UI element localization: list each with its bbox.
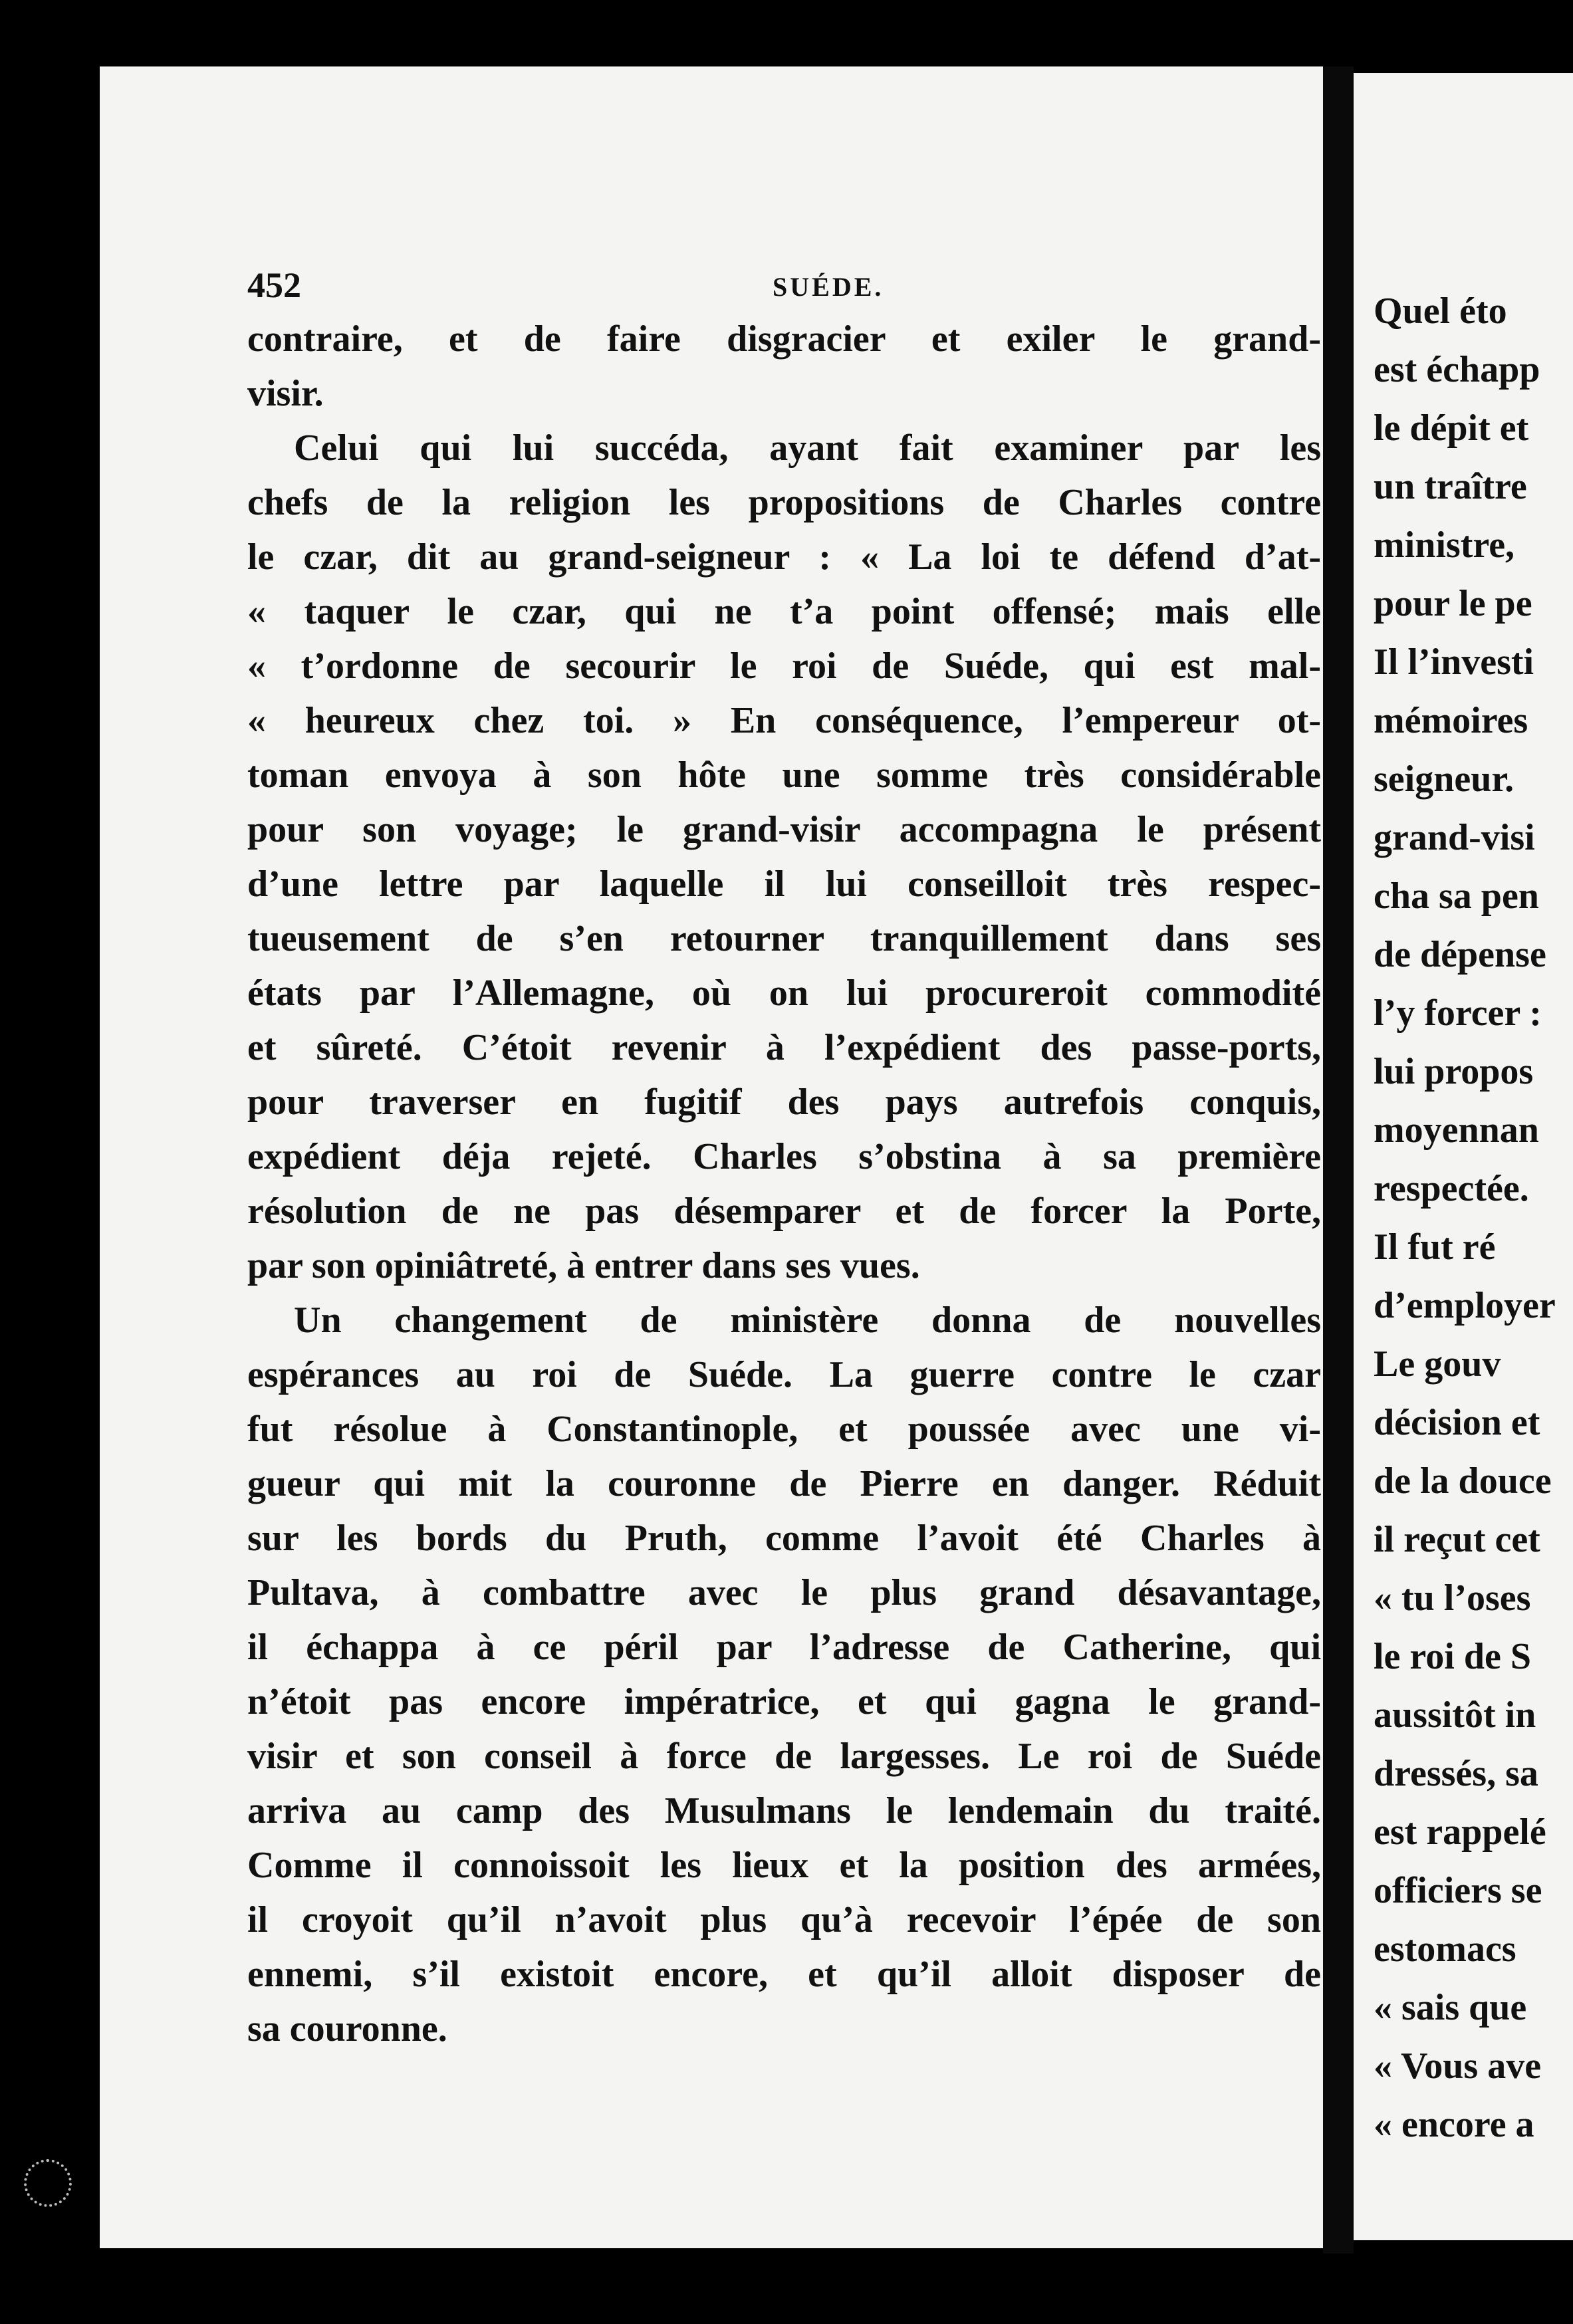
right-line: « sais que [1374,1987,1527,2028]
text-line: sa couronne. [247,2008,447,2049]
text-line: et sûreté. C’étoit revenir à l’expédient des passe-ports, [247,1027,1321,1068]
text-line: expédient déja rejeté. Charles s’obstina à sa première [247,1136,1321,1177]
right-line: d’employer [1374,1285,1556,1326]
right-line: lui propos [1374,1051,1534,1092]
right-line: officiers se [1374,1870,1542,1911]
right-line: seigneur. [1374,758,1514,800]
right-line: un traître [1374,466,1527,507]
right-line: Quel éto [1374,290,1507,332]
text-line: chefs de la religion les propositions de Charles contre [247,482,1321,523]
text-line: pour traverser en fugitif des pays autrefois conquis, [247,1082,1321,1123]
text-line: Un changement de ministère donna de nouvelles [294,1300,1321,1341]
text-line: arriva au camp des Musulmans le lendemain du traité. [247,1790,1321,1831]
left-page-text [247,312,1321,2049]
text-line: n’étoit pas encore impératrice, et qui gagna le grand- [247,1681,1321,1722]
page-header [247,265,1298,311]
right-line: il reçut cet [1374,1519,1540,1560]
page-number: 452 [247,265,301,305]
right-book-page [1354,73,1573,2240]
text-line: il échappa à ce péril par l’adresse de Catherine, qui [247,1627,1321,1668]
right-line: est échapp [1374,349,1540,390]
text-line: Pultava, à combattre avec le plus grand désavantage, [247,1572,1321,1613]
right-line: Le gouv [1374,1343,1501,1385]
right-line: de dépense [1374,934,1546,975]
right-line: respectée. [1374,1168,1529,1209]
text-line: visir et son conseil à force de largesses. Le roi de Suéde [247,1736,1321,1777]
text-line: tueusement de s’en retourner tranquillement dans ses [247,918,1321,959]
right-line: le dépit et [1374,407,1529,449]
right-line: grand-visi [1374,817,1535,858]
text-line: états par l’Allemagne, où on lui procureroit commodité [247,973,1321,1014]
text-line: espérances au roi de Suéde. La guerre contre le czar [247,1354,1321,1395]
text-line: contraire, et de faire disgracier et exiler le grand- [247,318,1321,360]
right-line: aussitôt in [1374,1694,1536,1736]
library-stamp [24,2159,72,2207]
text-line: sur les bords du Pruth, comme l’avoit été Charles à [247,1518,1321,1559]
text-line: fut résolue à Constantinople, et poussée avec une vi- [247,1409,1321,1450]
text-line: d’une lettre par laquelle il lui conseilloit très respec- [247,864,1321,905]
text-line: Comme il connoissoit les lieux et la position des armées, [247,1845,1321,1886]
right-line: décision et [1374,1402,1540,1443]
text-line: visir. [247,373,324,414]
right-line: l’y forcer : [1374,992,1542,1034]
text-line: résolution de ne pas désemparer et de forcer la Porte, [247,1191,1321,1232]
right-line: « Vous ave [1374,2045,1542,2087]
right-line: estomacs [1374,1928,1516,1970]
right-line: moyennan [1374,1109,1539,1151]
right-line: ministre, [1374,524,1515,566]
text-line: « t’ordonne de secourir le roi de Suéde, qui est mal- [247,645,1321,687]
right-line: pour le pe [1374,583,1532,624]
text-line: toman envoya à son hôte une somme très considérable [247,755,1321,796]
text-line: le czar, dit au grand-seigneur : « La loi te défend d’at- [247,536,1321,578]
running-head: SUÉDE. [773,272,884,302]
right-line: « encore a [1374,2104,1534,2145]
right-line: dressés, sa [1374,1753,1538,1794]
text-line: pour son voyage; le grand-visir accompagna le présent [247,809,1321,850]
text-line: gueur qui mit la couronne de Pierre en danger. Réduit [247,1463,1321,1504]
text-line: « taquer le czar, qui ne t’a point offensé; mais elle [247,591,1321,632]
right-line: mémoires [1374,700,1528,741]
text-line: ennemi, s’il existoit encore, et qu’il alloit disposer de [247,1954,1321,1995]
right-line: de la douce [1374,1460,1552,1502]
right-line: le roi de S [1374,1636,1531,1677]
right-line: est rappelé [1374,1811,1546,1853]
right-line: cha sa pen [1374,875,1539,917]
text-line: par son opiniâtreté, à entrer dans ses vues. [247,1245,920,1286]
text-line: « heureux chez toi. » En conséquence, l’empereur ot- [247,700,1321,741]
book-gutter [1323,66,1354,2254]
text-line: Celui qui lui succéda, ayant fait examiner par les [294,427,1321,469]
right-line: Il l’investi [1374,641,1534,683]
right-line: Il fut ré [1374,1226,1496,1268]
right-line: « tu l’oses [1374,1577,1531,1619]
text-line: il croyoit qu’il n’avoit plus qu’à recevoir l’épée de son [247,1899,1321,1940]
